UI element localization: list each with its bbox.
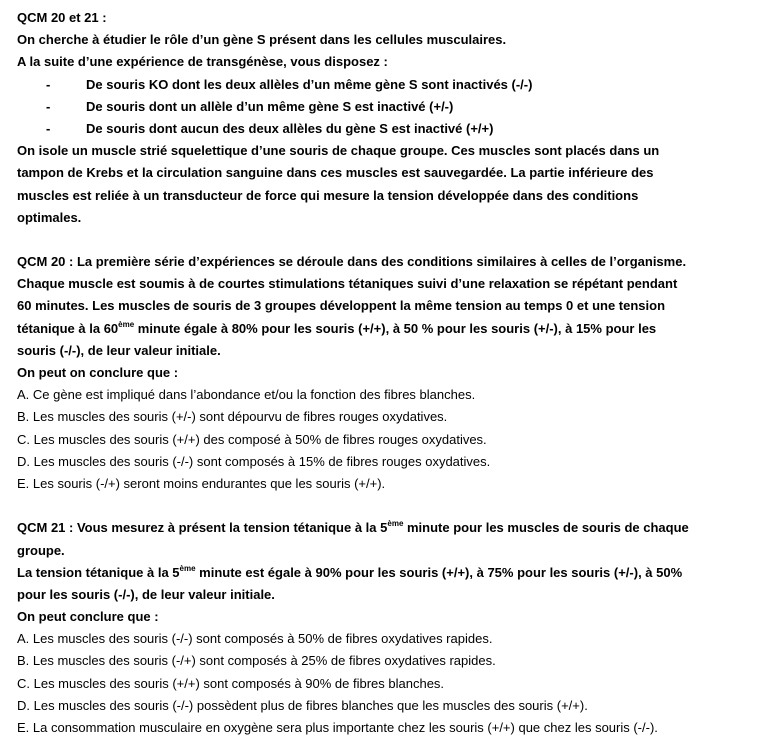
bullet-text: De souris dont un allèle d’un même gène S est inactivé (+/-) bbox=[86, 98, 454, 114]
ordinal-superscript: ème bbox=[118, 319, 135, 329]
intro-title: QCM 20 et 21 : bbox=[17, 10, 107, 25]
bullet-item-heterozygous bbox=[17, 96, 752, 118]
section-spacer bbox=[17, 229, 752, 251]
bullet-dash: - bbox=[46, 98, 51, 114]
intro-paragraph-line: muscles est reliée à un transducteur de force qui mesure la tension développée dans des conditions bbox=[17, 187, 639, 203]
bullet-item-wildtype bbox=[17, 118, 752, 140]
intro-line-1: On cherche à étudier le rôle d’un gène S présent dans les cellules musculaires. bbox=[17, 32, 507, 48]
qcm21-conclude: On peut conclure que : bbox=[17, 609, 159, 625]
qcm20-line-4-start: tétanique à la 60 bbox=[17, 320, 119, 336]
intro-paragraph-line: tampon de Krebs et la circulation sanguine dans ces muscles est sauvegardée. La partie inférieure des bbox=[17, 165, 654, 181]
ordinal-superscript: ème bbox=[179, 563, 196, 573]
ordinal-superscript: ème bbox=[387, 519, 404, 529]
qcm21-line-3 bbox=[17, 562, 752, 584]
qcm20-line-5: souris (-/-), de leur valeur initiale. bbox=[17, 342, 221, 358]
intro-line-2: A la suite d’une expérience de transgénèse, vous disposez : bbox=[17, 54, 388, 70]
qcm21-option-a: A. Les muscles des souris (-/-) sont composés à 50% de fibres oxydatives rapides. bbox=[17, 631, 493, 647]
qcm20-option-d: D. Les muscles des souris (-/-) sont composés à 15% de fibres rouges oxydatives. bbox=[17, 453, 491, 469]
qcm20-line-3: 60 minutes. Les muscles de souris de 3 groupes développent la même tension au temps 0 et une tension bbox=[17, 298, 666, 314]
qcm21-line-1 bbox=[17, 517, 752, 539]
bullet-dash: - bbox=[46, 76, 51, 92]
bullet-text: De souris KO dont les deux allèles d’un même gène S sont inactivés (-/-) bbox=[86, 76, 533, 92]
qcm21-line-1-start: QCM 21 : Vous mesurez à présent la tension tétanique à la 5 bbox=[17, 520, 388, 536]
qcm21-option-c: C. Les muscles des souris (+/+) sont composés à 90% de fibres blanches. bbox=[17, 675, 445, 691]
qcm21-option-d: D. Les muscles des souris (-/-) possèdent plus de fibres blanches que les muscles des souris (+/+). bbox=[17, 697, 588, 713]
qcm21-option-b: B. Les muscles des souris (-/+) sont composés à 25% de fibres oxydatives rapides. bbox=[17, 653, 496, 669]
document-page bbox=[17, 7, 752, 739]
qcm21-line-3-start: La tension tétanique à la 5 bbox=[17, 564, 180, 580]
qcm20-line-2: Chaque muscle est soumis à de courtes stimulations tétaniques suivi d’une relaxation se répétant pendant bbox=[17, 276, 678, 292]
qcm20-line-4-end: minute égale à 80% pour les souris (+/+), à 50 % pour les souris (+/-), à 15% pour les bbox=[134, 320, 657, 336]
qcm21-line-3-end: minute est égale à 90% pour les souris (+/+), à 75% pour les souris (+/-), à 50% bbox=[195, 564, 683, 580]
qcm20-line-4 bbox=[17, 318, 752, 340]
qcm20-conclude: On peut on conclure que : bbox=[17, 365, 179, 380]
intro-paragraph-line: On isole un muscle strié squelettique d’une souris de chaque groupe. Ces muscles sont placés dans un bbox=[17, 143, 660, 159]
bullet-item-ko bbox=[17, 74, 752, 96]
intro-paragraph-line: optimales. bbox=[17, 209, 82, 225]
qcm20-line-1: QCM 20 : La première série d’expériences se déroule dans des conditions similaires à celles de l’organisme. bbox=[17, 254, 687, 270]
qcm21-option-e: E. La consommation musculaire en oxygène sera plus importante chez les souris (+/+) que chez les souris (-/-). bbox=[17, 720, 658, 735]
qcm20-option-c: C. Les muscles des souris (+/+) des composé à 50% de fibres rouges oxydatives. bbox=[17, 431, 487, 447]
qcm21-line-1-end: minute pour les muscles de souris de chaque bbox=[403, 520, 689, 536]
qcm20-option-a: A. Ce gène est impliqué dans l’abondance et/ou la fonction des fibres blanches. bbox=[17, 387, 476, 403]
bullet-text: De souris dont aucun des deux allèles du gène S est inactivé (+/+) bbox=[86, 120, 494, 136]
bullet-dash: - bbox=[46, 120, 51, 136]
qcm20-option-e: E. Les souris (-/+) seront moins endurantes que les souris (+/+). bbox=[17, 475, 386, 491]
section-spacer bbox=[17, 495, 752, 517]
qcm21-line-4: pour les souris (-/-), de leur valeur initiale. bbox=[17, 586, 275, 602]
qcm21-line-2: groupe. bbox=[17, 542, 65, 558]
qcm20-option-b: B. Les muscles des souris (+/-) sont dépourvu de fibres rouges oxydatives. bbox=[17, 409, 448, 425]
